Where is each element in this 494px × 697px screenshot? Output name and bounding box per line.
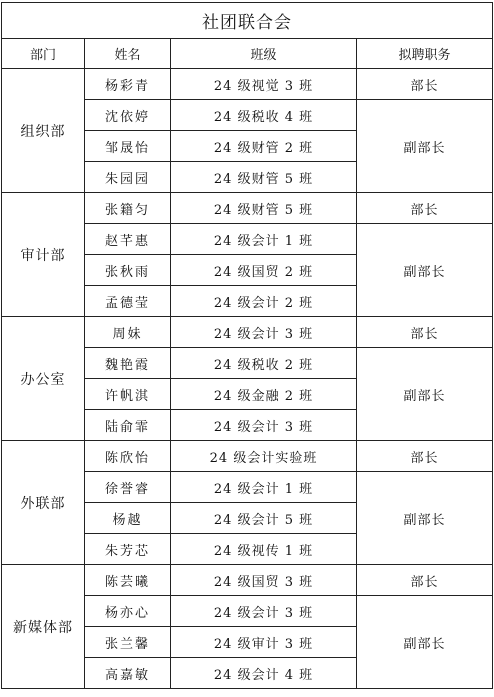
member-class: 24 级会计实验班	[171, 441, 357, 472]
member-name: 邹晟怡	[85, 131, 171, 162]
member-class: 24 级会计 1 班	[171, 224, 357, 255]
member-class: 24 级视觉 3 班	[171, 69, 357, 100]
member-name: 杨越	[85, 503, 171, 534]
member-name: 杨彩青	[85, 69, 171, 100]
role-head: 部长	[357, 69, 493, 100]
member-name: 杨亦心	[85, 596, 171, 627]
roster-body	[2, 3, 493, 689]
member-name: 朱园园	[85, 162, 171, 193]
member-name: 朱芳芯	[85, 534, 171, 565]
department-name: 审计部	[2, 193, 85, 317]
member-name: 魏艳霞	[85, 348, 171, 379]
department-name: 办公室	[2, 317, 85, 441]
member-class: 24 级视传 1 班	[171, 534, 357, 565]
header-class: 班级	[171, 39, 357, 69]
member-class: 24 级会计 2 班	[171, 286, 357, 317]
member-class: 24 级会计 1 班	[171, 472, 357, 503]
member-class: 24 级审计 3 班	[171, 627, 357, 658]
member-class: 24 级税收 4 班	[171, 100, 357, 131]
table-title: 社团联合会	[2, 3, 493, 39]
member-class: 24 级会计 3 班	[171, 410, 357, 441]
member-name: 徐誉睿	[85, 472, 171, 503]
member-name: 孟德莹	[85, 286, 171, 317]
member-name: 许帆淇	[85, 379, 171, 410]
member-class: 24 级财管 2 班	[171, 131, 357, 162]
role-deputy: 副部长	[357, 596, 493, 689]
role-head: 部长	[357, 565, 493, 596]
table-row	[2, 441, 493, 472]
member-class: 24 级国贸 2 班	[171, 255, 357, 286]
header-dept: 部门	[2, 39, 85, 69]
roster-table	[1, 2, 493, 689]
role-head: 部长	[357, 317, 493, 348]
table-row	[2, 69, 493, 100]
header-name: 姓名	[85, 39, 171, 69]
member-name: 张秋雨	[85, 255, 171, 286]
title-row	[2, 3, 493, 39]
member-name: 陈欣怡	[85, 441, 171, 472]
member-class: 24 级金融 2 班	[171, 379, 357, 410]
department-name: 外联部	[2, 441, 85, 565]
member-name: 陆俞霏	[85, 410, 171, 441]
member-class: 24 级国贸 3 班	[171, 565, 357, 596]
role-deputy: 副部长	[357, 348, 493, 441]
role-head: 部长	[357, 193, 493, 224]
member-class: 24 级税收 2 班	[171, 348, 357, 379]
table-row	[2, 565, 493, 596]
role-head: 部长	[357, 441, 493, 472]
member-class: 24 级会计 3 班	[171, 596, 357, 627]
role-deputy: 副部长	[357, 100, 493, 193]
member-class: 24 级会计 5 班	[171, 503, 357, 534]
member-name: 张兰馨	[85, 627, 171, 658]
member-name: 陈芸曦	[85, 565, 171, 596]
member-name: 赵芊惠	[85, 224, 171, 255]
header-role: 拟聘职务	[357, 39, 493, 69]
member-class: 24 级会计 4 班	[171, 658, 357, 689]
member-class: 24 级会计 3 班	[171, 317, 357, 348]
table-row	[2, 317, 493, 348]
table-row	[2, 193, 493, 224]
member-name: 沈依婷	[85, 100, 171, 131]
role-deputy: 副部长	[357, 224, 493, 317]
department-name: 组织部	[2, 69, 85, 193]
header-row	[2, 39, 493, 69]
member-class: 24 级财管 5 班	[171, 193, 357, 224]
member-class: 24 级财管 5 班	[171, 162, 357, 193]
member-name: 周妹	[85, 317, 171, 348]
member-name: 高嘉敏	[85, 658, 171, 689]
department-name: 新媒体部	[2, 565, 85, 689]
member-name: 张籍匀	[85, 193, 171, 224]
role-deputy: 副部长	[357, 472, 493, 565]
